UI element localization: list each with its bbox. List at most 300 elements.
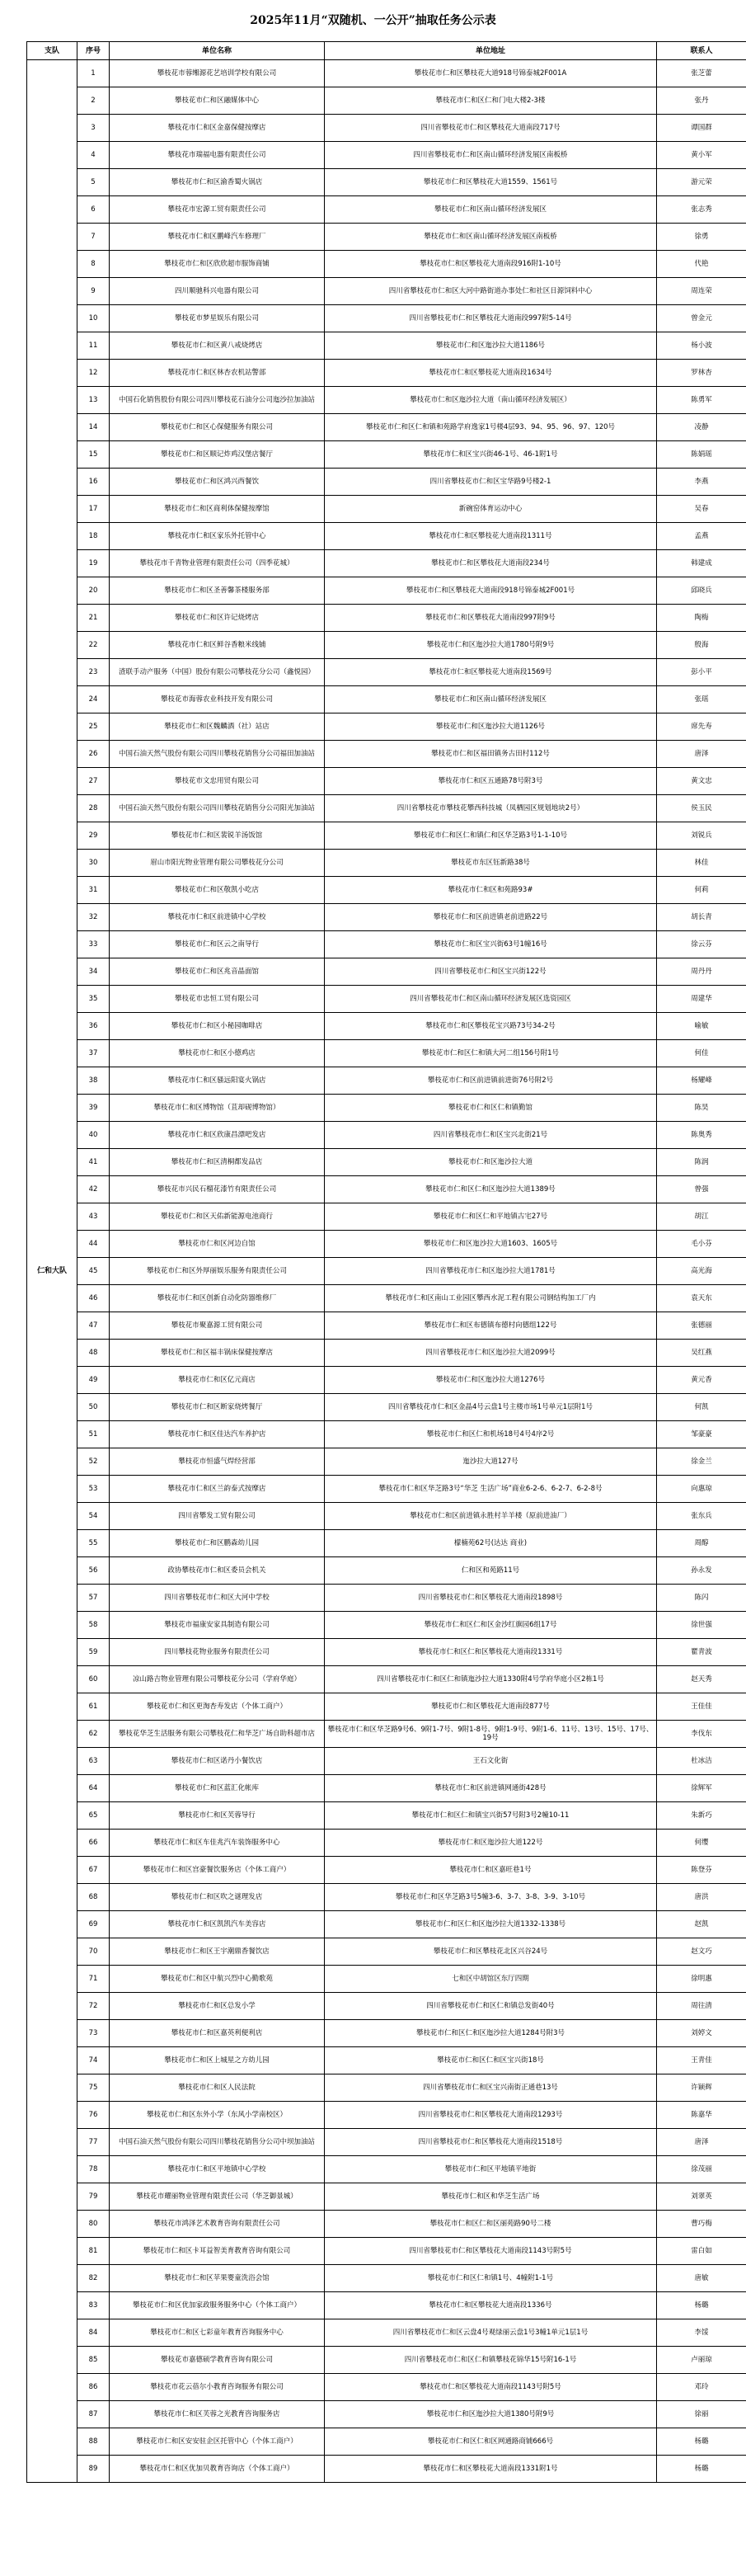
contact-cell: 赵文巧	[657, 1938, 746, 1966]
row-number-cell: 76	[77, 2102, 110, 2129]
row-number-cell: 9	[77, 278, 110, 305]
table-row	[27, 877, 746, 904]
table-row	[27, 332, 746, 360]
table-row	[27, 2211, 746, 2238]
unit-address-cell: 攀枝花市仁和区迤沙拉大道（南山循环经济发展区）	[325, 387, 657, 414]
contact-cell: 卢丽琼	[657, 2347, 746, 2374]
contact-cell: 周往清	[657, 1993, 746, 2020]
table-row	[27, 659, 746, 686]
unit-name-cell: 攀枝花市仁和区蓝汇化帐库	[110, 1775, 325, 1802]
contact-cell: 周连荣	[657, 278, 746, 305]
unit-address-cell: 攀枝花市仁和区宝兴街46-1号、46-1附1号	[325, 441, 657, 469]
unit-name-cell: 攀枝花市仁和区安安驻企区托管中心（个体工商户）	[110, 2428, 325, 2456]
contact-cell: 何凯	[657, 1394, 746, 1421]
unit-name-cell: 攀枝花市仁和区苹果婴童洗浴会馆	[110, 2265, 325, 2292]
table-row	[27, 1748, 746, 1775]
table-row	[27, 2347, 746, 2374]
table-row	[27, 305, 746, 332]
unit-address-cell: 攀枝花市仁和区仁和平地镇古宅27号	[325, 1203, 657, 1231]
unit-address-cell: 攀枝花市仁和区迤沙拉大道1186号	[325, 332, 657, 360]
unit-address-cell: 攀枝花市仁和区迤沙拉大道	[325, 1149, 657, 1176]
table-row	[27, 1612, 746, 1639]
contact-cell: 赵凯	[657, 1911, 746, 1938]
unit-name-cell: 攀枝花市仁和区佳达汽车养护店	[110, 1421, 325, 1448]
table-row	[27, 2456, 746, 2483]
unit-address-cell: 攀枝花市仁和区仁和区攀枝花大道南段1331号	[325, 1639, 657, 1666]
table-row	[27, 822, 746, 850]
table-row	[27, 1176, 746, 1203]
unit-name-cell: 眉山市阳光物业管理有限公司攀枝花分公司	[110, 850, 325, 877]
unit-name-cell: 攀枝花市仁和区七彩童年教育咨询服务中心	[110, 2319, 325, 2347]
unit-name-cell: 攀枝花市仁和区欣康昌漂吧发店	[110, 1122, 325, 1149]
unit-address-cell: 四川省攀枝花市攀枝花攀西科技城（凤栖园区规划地块2号）	[325, 795, 657, 822]
row-number-cell: 68	[77, 1884, 110, 1911]
table-row	[27, 523, 746, 550]
contact-cell: 高光海	[657, 1258, 746, 1285]
contact-cell: 雷白如	[657, 2238, 746, 2265]
unit-name-cell: 攀枝花市仁和区云之南导行	[110, 931, 325, 958]
unit-name-cell: 渣联手动产服务（中国）股份有限公司攀枝花分公司（鑫悦园）	[110, 659, 325, 686]
unit-name-cell: 中国石油天然气股份有限公司四川攀枝花销售分公司中坝加油站	[110, 2129, 325, 2156]
row-number-cell: 27	[77, 768, 110, 795]
row-number-cell: 84	[77, 2319, 110, 2347]
header-row	[27, 42, 746, 60]
row-number-cell: 19	[77, 550, 110, 577]
contact-cell: 何缨	[657, 1830, 746, 1857]
table-row	[27, 1639, 746, 1666]
unit-name-cell: 四川攀枝花物业服务有限责任公司	[110, 1639, 325, 1666]
row-number-cell: 24	[77, 686, 110, 713]
unit-address-cell: 攀枝花市仁和区前进镇永胜村羊羊楼（原前进油厂）	[325, 1503, 657, 1530]
row-number-cell: 10	[77, 305, 110, 332]
contact-cell: 刘翠英	[657, 2183, 746, 2211]
table-row	[27, 1421, 746, 1448]
table-row	[27, 795, 746, 822]
contact-cell: 侯玉民	[657, 795, 746, 822]
unit-address-cell: 攀枝花市仁和区攀枝花大道南段918号锦泰城2F001号	[325, 577, 657, 605]
unit-name-cell: 攀枝花市仁和区商利体保健按摩馆	[110, 496, 325, 523]
unit-address-cell: 攀枝花市仁和区攀枝花大道南段1143号附5号	[325, 2374, 657, 2401]
contact-cell: 朱新巧	[657, 1802, 746, 1830]
row-number-cell: 56	[77, 1557, 110, 1585]
unit-address-cell: 四川省攀枝花市仁和区仁和镇攀枝花锦华15号附16-1号	[325, 2347, 657, 2374]
unit-name-cell: 攀枝花市嘉德硕学教育咨询有限公司	[110, 2347, 325, 2374]
unit-address-cell: 攀枝花市仁和区仁和区迤沙拉大道1389号	[325, 1176, 657, 1203]
unit-address-cell: 攀枝花市仁和区前进镇老前进路22号	[325, 904, 657, 931]
contact-cell: 徐茂丽	[657, 2156, 746, 2183]
unit-address-cell: 攀枝花市仁和区布德镇布德村向德组122号	[325, 1312, 657, 1340]
table-row	[27, 2428, 746, 2456]
contact-cell: 陶梅	[657, 605, 746, 632]
unit-name-cell: 攀枝花市仁和区骚远阳宴火锅店	[110, 1067, 325, 1095]
table-row	[27, 1394, 746, 1421]
contact-cell: 徐世强	[657, 1612, 746, 1639]
contact-cell: 唐泽	[657, 2129, 746, 2156]
row-number-cell: 55	[77, 1530, 110, 1557]
contact-cell: 李伐东	[657, 1721, 746, 1748]
unit-name-cell: 攀枝花市仁和区鹏森幼儿园	[110, 1530, 325, 1557]
unit-address-cell: 攀枝花市仁和区攀枝花大道918号锦泰城2F001A	[325, 60, 657, 87]
unit-name-cell: 攀枝花市仁和区外厚丽娱乐服务有限责任公司	[110, 1258, 325, 1285]
unit-name-cell: 攀枝花市仁和区顺记炸鸡汉堡店餐厅	[110, 441, 325, 469]
contact-cell: 王青佳	[657, 2047, 746, 2074]
unit-name-cell: 攀枝花市仁和区金嘉保健按摩店	[110, 115, 325, 142]
unit-name-cell: 攀枝花市恒盛气焊经营部	[110, 1448, 325, 1476]
row-number-cell: 69	[77, 1911, 110, 1938]
unit-name-cell: 攀枝花市梦星娱乐有限公司	[110, 305, 325, 332]
unit-name-cell: 攀枝花市仁和区芙蓉之光教育咨询服务店	[110, 2401, 325, 2428]
row-number-cell: 14	[77, 414, 110, 441]
unit-address-cell: 四川省攀枝花市仁和区攀枝花大道南段997附5-14号	[325, 305, 657, 332]
unit-name-cell: 攀枝花市仁和区凯凯汽车美容店	[110, 1911, 325, 1938]
row-number-cell: 62	[77, 1721, 110, 1748]
unit-address-cell: 四川省攀枝花市仁和区攀枝花大道南段1898号	[325, 1585, 657, 1612]
unit-address-cell: 七和区中胡馆区东厅四期	[325, 1966, 657, 1993]
table-row	[27, 196, 746, 224]
table-row	[27, 2319, 746, 2347]
contact-cell: 杨璐	[657, 2292, 746, 2319]
contact-cell: 杨小波	[657, 332, 746, 360]
unit-address-cell: 攀枝花市仁和区和华芝生活广场	[325, 2183, 657, 2211]
unit-name-cell: 四川顺驰科兴电器有限公司	[110, 278, 325, 305]
row-number-cell: 53	[77, 1476, 110, 1503]
row-number-cell: 51	[77, 1421, 110, 1448]
row-number-cell: 28	[77, 795, 110, 822]
table-row	[27, 1775, 746, 1802]
contact-cell: 徐明惠	[657, 1966, 746, 1993]
table-row	[27, 169, 746, 196]
contact-cell: 何莉	[657, 877, 746, 904]
contact-cell: 吴红燕	[657, 1340, 746, 1367]
table-row	[27, 278, 746, 305]
header-no: 序号	[77, 42, 110, 60]
unit-name-cell: 攀枝花市仁和区黄八戒烧烤店	[110, 332, 325, 360]
unit-name-cell: 攀枝花市仁和区心保健服务有限公司	[110, 414, 325, 441]
table-row	[27, 1830, 746, 1857]
unit-name-cell: 攀枝花市仁和区更淘杏寿发店（个体工商户）	[110, 1693, 325, 1721]
row-number-cell: 7	[77, 224, 110, 251]
unit-address-cell: 四川省攀枝花市仁和区宝兴北街21号	[325, 1122, 657, 1149]
table-row	[27, 850, 746, 877]
contact-cell: 向惠琼	[657, 1476, 746, 1503]
unit-name-cell: 攀枝花市仁和区亿元商店	[110, 1367, 325, 1394]
unit-address-cell: 四川省攀枝花市仁和区仁和镇迤沙拉大道1330附4号学府华庭小区2栋1号	[325, 1666, 657, 1693]
unit-address-cell: 攀枝花市仁和区迤沙拉大道1603、1605号	[325, 1231, 657, 1258]
unit-address-cell: 攀枝花市仁和区仁和镇和苑路学府逸家1号楼4层93、94、95、96、97、120号	[325, 414, 657, 441]
row-number-cell: 67	[77, 1857, 110, 1884]
unit-name-cell: 攀枝花市文忠用贸有限公司	[110, 768, 325, 795]
unit-address-cell: 攀枝花市仁和区迤沙拉大道1276号	[325, 1367, 657, 1394]
contact-cell: 殷海	[657, 632, 746, 659]
table-row	[27, 1530, 746, 1557]
row-number-cell: 59	[77, 1639, 110, 1666]
contact-cell: 陈嘉华	[657, 2102, 746, 2129]
unit-name-cell: 攀枝花市仁和区优加贝教育咨询店（个体工商户）	[110, 2456, 325, 2483]
table-row	[27, 60, 746, 87]
unit-name-cell: 中国石油天然气股份有限公司四川攀枝花销售分公司阳光加油站	[110, 795, 325, 822]
contact-cell: 刘婷文	[657, 2020, 746, 2047]
row-number-cell: 71	[77, 1966, 110, 1993]
table-row	[27, 360, 746, 387]
table-row	[27, 2265, 746, 2292]
row-number-cell: 36	[77, 1013, 110, 1040]
unit-address-cell: 攀枝花市仁和区仁和门电大楼2-3楼	[325, 87, 657, 115]
contact-cell: 杨璐	[657, 2428, 746, 2456]
table-row	[27, 87, 746, 115]
table-row	[27, 958, 746, 986]
contact-cell: 游元荣	[657, 169, 746, 196]
contact-cell: 徐云芬	[657, 931, 746, 958]
contact-cell: 毛小芬	[657, 1231, 746, 1258]
table-row	[27, 1857, 746, 1884]
row-number-cell: 23	[77, 659, 110, 686]
table-row	[27, 713, 746, 741]
row-number-cell: 89	[77, 2456, 110, 2483]
contact-cell: 邓玲	[657, 2374, 746, 2401]
row-number-cell: 12	[77, 360, 110, 387]
unit-address-cell: 攀枝花市仁和区仁和镇1号、4幢附1-1号	[325, 2265, 657, 2292]
unit-name-cell: 攀枝花市仁和区魏麟酒（社）站店	[110, 713, 325, 741]
row-number-cell: 78	[77, 2156, 110, 2183]
table-row	[27, 1312, 746, 1340]
contact-cell: 罗林杏	[657, 360, 746, 387]
unit-name-cell: 攀枝花市福康安家具制造有限公司	[110, 1612, 325, 1639]
row-number-cell: 41	[77, 1149, 110, 1176]
unit-address-cell: 四川省攀枝花市仁和区宝华路9号楼2-1	[325, 469, 657, 496]
table-row	[27, 251, 746, 278]
contact-cell: 曹巧梅	[657, 2211, 746, 2238]
contact-cell: 黄小军	[657, 142, 746, 169]
row-number-cell: 43	[77, 1203, 110, 1231]
unit-name-cell: 攀枝花市千青物业管理有限责任公司（四季花城）	[110, 550, 325, 577]
table-row	[27, 1149, 746, 1176]
table-row	[27, 1884, 746, 1911]
table-row	[27, 1503, 746, 1530]
unit-address-cell: 攀枝花市仁和区平地镇平地街	[325, 2156, 657, 2183]
unit-address-cell: 攀枝花市仁和区南山循环经济发展区南板桥	[325, 224, 657, 251]
contact-cell: 孟燕	[657, 523, 746, 550]
task-table	[26, 41, 746, 2483]
unit-address-cell: 四川省攀枝花市仁和区迤沙拉大道1781号	[325, 1258, 657, 1285]
row-number-cell: 29	[77, 822, 110, 850]
unit-name-cell: 攀枝花市仁和区福丰锅床保健按摩店	[110, 1340, 325, 1367]
unit-name-cell: 攀枝花市仁和区诺丹小餐饮店	[110, 1748, 325, 1775]
table-row	[27, 2374, 746, 2401]
contact-cell: 张志秀	[657, 196, 746, 224]
unit-address-cell: 仁和区和苑路11号	[325, 1557, 657, 1585]
row-number-cell: 48	[77, 1340, 110, 1367]
unit-name-cell: 攀枝花市花云蓓尔小教育咨询服务有限公司	[110, 2374, 325, 2401]
contact-cell: 曾强	[657, 1176, 746, 1203]
unit-address-cell: 攀枝花市仁和区仁和区网通路商铺666号	[325, 2428, 657, 2456]
unit-address-cell: 檬楠苑62号(达达 商业)	[325, 1530, 657, 1557]
unit-name-cell: 攀枝花市仁和区渝香蜀火锅店	[110, 169, 325, 196]
unit-address-cell: 四川省攀枝花市仁和区云盘4号观绿丽云盘1号3幢1单元1层1号	[325, 2319, 657, 2347]
unit-address-cell: 四川省攀枝花市仁和区攀枝花大道南段1143号附5号	[325, 2238, 657, 2265]
contact-cell: 黄元香	[657, 1367, 746, 1394]
unit-name-cell: 中国石油天然气股份有限公司四川攀枝花销售分公司福田加油站	[110, 741, 325, 768]
contact-cell: 张德丽	[657, 1312, 746, 1340]
row-number-cell: 61	[77, 1693, 110, 1721]
unit-name-cell: 攀枝花市仁和区卡耳益智美育教育咨询有限公司	[110, 2238, 325, 2265]
table-row	[27, 931, 746, 958]
row-number-cell: 39	[77, 1095, 110, 1122]
contact-cell: 李燕	[657, 469, 746, 496]
unit-address-cell: 攀枝花市仁和区前进镇前进街76号附2号	[325, 1067, 657, 1095]
brigade-cell: 仁和大队	[27, 60, 77, 2483]
table-row	[27, 115, 746, 142]
unit-address-cell: 四川省攀枝花市仁和区大河中路街道办事处仁和社区日源饲料中心	[325, 278, 657, 305]
unit-name-cell: 攀枝花市兴民石榴花漆竹有限责任公司	[110, 1176, 325, 1203]
row-number-cell: 79	[77, 2183, 110, 2211]
row-number-cell: 8	[77, 251, 110, 278]
table-row	[27, 1938, 746, 1966]
unit-address-cell: 攀枝花市仁和区迤沙拉大道1780号附9号	[325, 632, 657, 659]
unit-name-cell: 攀枝花市仁和区小德鸡店	[110, 1040, 325, 1067]
unit-name-cell: 攀枝花市仁和区断家烧烤餐厅	[110, 1394, 325, 1421]
unit-name-cell: 攀枝花市仁和区敬凯小吃店	[110, 877, 325, 904]
unit-address-cell: 四川省攀枝花市仁和区攀枝花大道南段1293号	[325, 2102, 657, 2129]
table-row	[27, 1122, 746, 1149]
contact-cell: 李馁	[657, 2319, 746, 2347]
unit-address-cell: 四川省攀枝花市仁和区迤沙拉大道2099号	[325, 1340, 657, 1367]
row-number-cell: 57	[77, 1585, 110, 1612]
page-title: 2025年11月“双随机、一公开”抽取任务公示表	[250, 14, 496, 27]
unit-address-cell: 攀枝花市仁和区仁和区丽苑路90号二楼	[325, 2211, 657, 2238]
table-row	[27, 1911, 746, 1938]
contact-cell: 周丹丹	[657, 958, 746, 986]
contact-cell: 孙永发	[657, 1557, 746, 1585]
table-row	[27, 2074, 746, 2102]
contact-cell: 陈奥秀	[657, 1122, 746, 1149]
unit-name-cell: 攀枝花市鸿泽艺术教育咨询有限责任公司	[110, 2211, 325, 2238]
header-address: 单位地址	[325, 42, 657, 60]
contact-cell: 陈登芬	[657, 1857, 746, 1884]
unit-name-cell: 攀枝花市仁和区中航兴烈中心勤歌苑	[110, 1966, 325, 1993]
row-number-cell: 87	[77, 2401, 110, 2428]
row-number-cell: 42	[77, 1176, 110, 1203]
row-number-cell: 49	[77, 1367, 110, 1394]
unit-address-cell: 四川省攀枝花市仁和区宝兴街122号	[325, 958, 657, 986]
contact-cell: 谭国群	[657, 115, 746, 142]
unit-address-cell: 攀枝花市仁和区福田镇务古田村112号	[325, 741, 657, 768]
row-number-cell: 18	[77, 523, 110, 550]
unit-name-cell: 攀枝花市仁和区吹之谜理发店	[110, 1884, 325, 1911]
contact-cell: 邹豪豪	[657, 1421, 746, 1448]
unit-address-cell: 四川省攀枝花市仁和区金晶4号云盘1号主楼市场1号单元1层附1号	[325, 1394, 657, 1421]
unit-address-cell: 攀枝花市仁和区仁和区宝兴街18号	[325, 2047, 657, 2074]
contact-cell: 徐辉军	[657, 1775, 746, 1802]
table-row	[27, 1367, 746, 1394]
row-number-cell: 70	[77, 1938, 110, 1966]
row-number-cell: 65	[77, 1802, 110, 1830]
unit-address-cell: 攀枝花市仁和区攀枝花大道南段916附1-10号	[325, 251, 657, 278]
unit-name-cell: 凉山路吉物业管理有限公司攀枝花分公司（学府华庭）	[110, 1666, 325, 1693]
row-number-cell: 46	[77, 1285, 110, 1312]
unit-name-cell: 攀枝花市耀丽物业管理有限责任公司（华芝御景城）	[110, 2183, 325, 2211]
unit-address-cell: 四川省攀枝花市仁和区攀枝花大道南段717号	[325, 115, 657, 142]
contact-cell: 刘锐兵	[657, 822, 746, 850]
contact-cell: 陈昊	[657, 1095, 746, 1122]
contact-cell: 赵天秀	[657, 1666, 746, 1693]
contact-cell: 袁天东	[657, 1285, 746, 1312]
row-number-cell: 26	[77, 741, 110, 768]
table-row	[27, 1285, 746, 1312]
table-row	[27, 605, 746, 632]
table-row	[27, 1693, 746, 1721]
unit-address-cell: 攀枝花市仁和区仁和镇勤馆	[325, 1095, 657, 1122]
contact-cell: 胡长青	[657, 904, 746, 931]
unit-name-cell: 攀枝花市蓉缃源花艺培训学校有限公司	[110, 60, 325, 87]
contact-cell: 韩建成	[657, 550, 746, 577]
unit-name-cell: 攀枝花市仁和区兆音晶面馆	[110, 958, 325, 986]
unit-address-cell: 攀枝花市仁和区南山循环经济发展区	[325, 196, 657, 224]
table-row	[27, 904, 746, 931]
contact-cell: 陈勇军	[657, 387, 746, 414]
table-row	[27, 441, 746, 469]
row-number-cell: 45	[77, 1258, 110, 1285]
row-number-cell: 73	[77, 2020, 110, 2047]
unit-name-cell: 攀枝花市仁和区平地镇中心学校	[110, 2156, 325, 2183]
unit-address-cell: 四川省攀枝花市仁和区南山循环经济发展区选资园区	[325, 986, 657, 1013]
row-number-cell: 32	[77, 904, 110, 931]
unit-address-cell: 攀枝花市仁和区攀枝花北区兴谷24号	[325, 1938, 657, 1966]
unit-address-cell: 攀枝花市仁和区迤沙拉大道1126号	[325, 713, 657, 741]
unit-name-cell: 攀枝花市仁和区裴锐羊汤饭馆	[110, 822, 325, 850]
table-row	[27, 2183, 746, 2211]
row-number-cell: 38	[77, 1067, 110, 1095]
unit-address-cell: 攀枝花市仁和区南山循环经济发展区	[325, 686, 657, 713]
row-number-cell: 3	[77, 115, 110, 142]
unit-address-cell: 攀枝花市仁和区华芝路9号6、9附1-7号、9附1-8号、9附1-9号、9附1-6、11号、13号、15号、17号、19号	[325, 1721, 657, 1748]
row-number-cell: 16	[77, 469, 110, 496]
unit-address-cell: 新碗窑体育运动中心	[325, 496, 657, 523]
table-row	[27, 986, 746, 1013]
unit-address-cell: 攀枝花市仁和区仁和镇仁和区华芝路3号1-1-10号	[325, 822, 657, 850]
contact-cell: 彭小平	[657, 659, 746, 686]
row-number-cell: 34	[77, 958, 110, 986]
table-row	[27, 2156, 746, 2183]
table-row	[27, 632, 746, 659]
row-number-cell: 4	[77, 142, 110, 169]
table-row	[27, 1666, 746, 1693]
unit-address-cell: 攀枝花市仁和区仁和区金沙红旗园6组17号	[325, 1612, 657, 1639]
table-row	[27, 2238, 746, 2265]
unit-name-cell: 攀枝花华芝生活服务有限公司攀枝花仁和华芝广场自助科超市店	[110, 1721, 325, 1748]
unit-address-cell: 攀枝花市仁和区攀枝花大道南段877号	[325, 1693, 657, 1721]
row-number-cell: 31	[77, 877, 110, 904]
unit-name-cell: 攀枝花市仁和区河边自馆	[110, 1231, 325, 1258]
row-number-cell: 22	[77, 632, 110, 659]
row-number-cell: 30	[77, 850, 110, 877]
unit-address-cell: 攀枝花市仁和区和苑路93#	[325, 877, 657, 904]
unit-address-cell: 攀枝花市仁和区迤沙拉大道122号	[325, 1830, 657, 1857]
unit-name-cell: 攀枝花市仁和区小秘园咖啡店	[110, 1013, 325, 1040]
unit-name-cell: 四川省攀发工贸有限公司	[110, 1503, 325, 1530]
unit-address-cell: 四川省攀枝花市仁和区仁和镇总发街40号	[325, 1993, 657, 2020]
contact-cell: 胡江	[657, 1203, 746, 1231]
unit-name-cell: 攀枝花市仁和区宫豪餐饮服务店（个体工商户）	[110, 1857, 325, 1884]
unit-address-cell: 攀枝花市仁和区迤沙拉大道1380号附9号	[325, 2401, 657, 2428]
unit-name-cell: 攀枝花市仁和区优加家政服务服务中心（个体工商户）	[110, 2292, 325, 2319]
table-row	[27, 1095, 746, 1122]
row-number-cell: 40	[77, 1122, 110, 1149]
row-number-cell: 72	[77, 1993, 110, 2020]
table-row	[27, 2129, 746, 2156]
table-row	[27, 1013, 746, 1040]
unit-address-cell: 攀枝花市仁和区攀枝花大道南段1331附1号	[325, 2456, 657, 2483]
unit-address-cell: 王石文化街	[325, 1748, 657, 1775]
